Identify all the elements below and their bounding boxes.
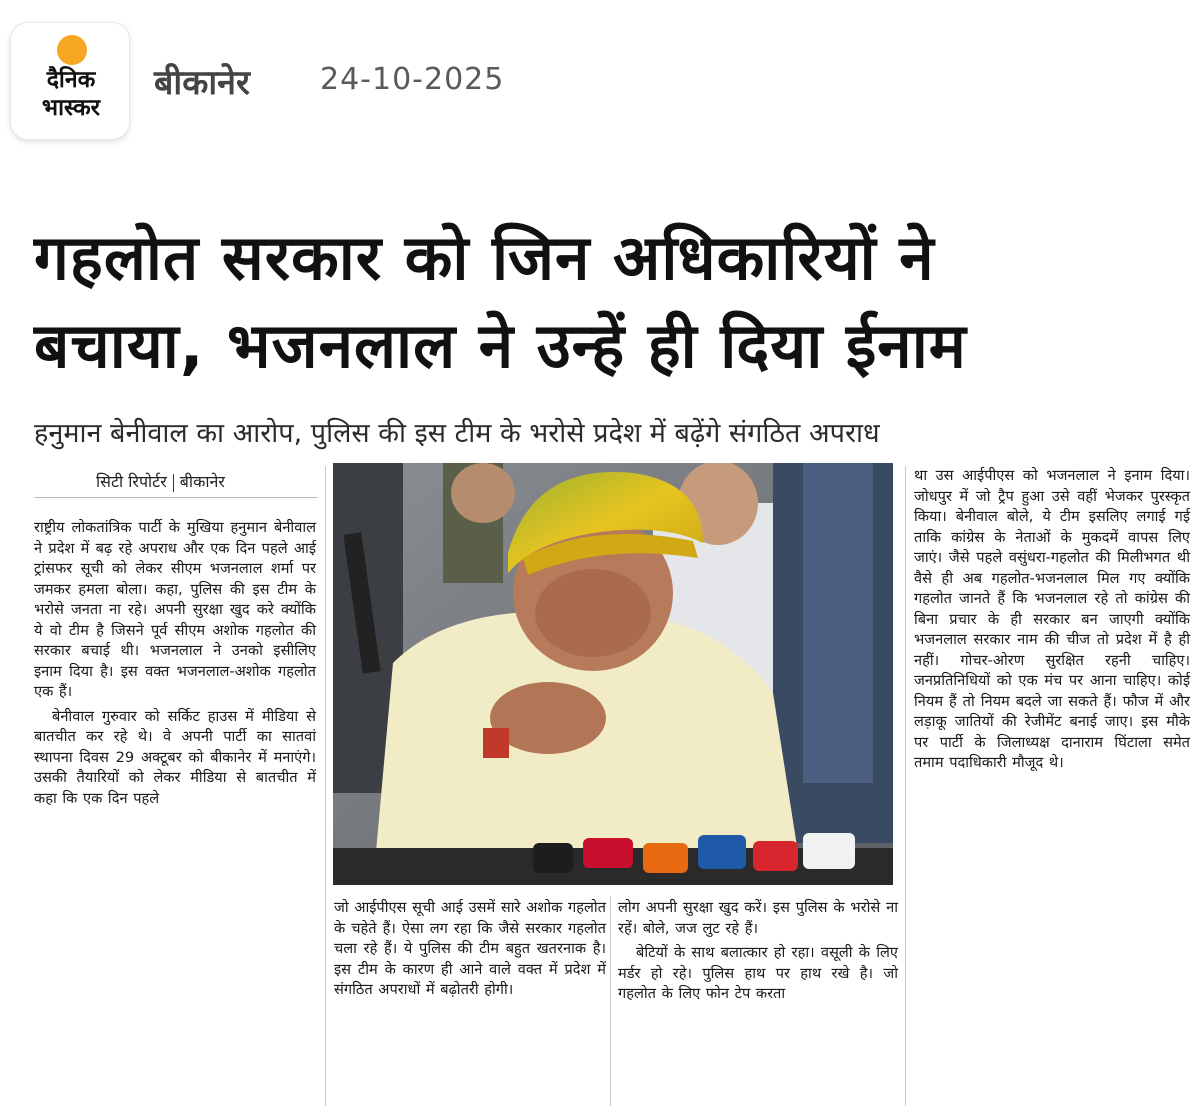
logo-text-line1: दैनिक [46, 67, 96, 93]
masthead-bar [0, 0, 1200, 160]
press-conference-photo [333, 463, 893, 885]
paragraph: था उस आईपीएस को भजनलाल ने इनाम दिया। जोधपुर में जो ट्रैप हुआ उसे वहीं भेजकर पुरस्कृत किया। बेनीवाल बोले, ये टीम इसलिए लगाई गई ताकि कांग्रेस के नेताओं के मुकदमें वापस लिए जाएं। जैसे पहले वसुंधरा-गहलोत की मिलीभगत थी वैसे ही अब गहलोत-भजनलाल मिल गए क्योंकि गहलोत जानते हैं कि भजनलाल रहे तो कांग्रेस की बिना प्रचार के ही सरकार बन जाएगी क्योंकि भजनलाल सरकार नाम की चीज तो प्रदेश में है ही नहीं। गोचर-ओरण सुरक्षित रहनी चाहिए। जनप्रतिनिधियों को एक मंच पर आना चाहिए। कोई नियम हैं तो नियम बदले जा सकते हैं। फौज में और लड़ाकू जातियों की रेजीमेंट बनाई जाए। इस मौके पर पार्टी के जिलाध्यक्ष दानाराम घिंटाला समेत तमाम पदाधिकारी मौजूद थे। [914, 467, 1190, 771]
article-column-4 [914, 466, 1190, 778]
column-rule [610, 896, 611, 1106]
column-rule [325, 466, 326, 1106]
paragraph: राष्ट्रीय लोकतांत्रिक पार्टी के मुखिया हनुमान बेनीवाल ने प्रदेश में बढ़ रहे अपराध और एक दिन पहले आई ट्रांसफर सूची को लेकर सीएम भजनलाल शर्मा पर जमकर हमला बोला। कहा, पुलिस की इस टीम के भरोसे जनता ना रहे। अपनी सुरक्षा खुद करे क्योंकि ये वो टीम है जिसने पूर्व सीएम अशोक गहलोत की सरकार बचाई थी। भजनलाल ने उनको इसीलिए इनाम दिया है। इस वक्त भजनलाल-अशोक गहलोत एक हैं। [34, 519, 316, 700]
edition-city: बीकानेर [154, 63, 250, 103]
headline-line-2: बचाया, भजनलाल ने उन्हें ही दिया ईनाम [34, 309, 967, 382]
newspaper-logo [10, 22, 130, 140]
paragraph: लोग अपनी सुरक्षा खुद करें। इस पुलिस के भरोसे ना रहें। बोले, जज लुट रहे हैं। [618, 899, 898, 937]
byline-divider [173, 474, 174, 492]
byline-author: सिटी रिपोर्टर [96, 472, 167, 491]
byline-place: बीकानेर [179, 472, 225, 491]
byline-rule [34, 497, 318, 498]
edition-date: 24-10-2025 [320, 62, 505, 97]
article-column-3 [618, 898, 898, 1009]
paragraph: बेनीवाल गुरुवार को सर्किट हाउस में मीडिया से बातचीत कर रहे थे। वे अपनी पार्टी का सातवां स्थापना दिवस 29 अक्टूबर को बीकानेर में मनाएंगे। उसकी तैयारियों को लेकर मीडिया से बातचीत में कहा कि एक दिन पहले [34, 707, 316, 807]
byline [96, 470, 225, 492]
headline-line-1: गहलोत सरकार को जिन अधिकारियों ने [34, 221, 935, 294]
column-rule [905, 466, 906, 1106]
article-column-2 [334, 898, 606, 1005]
paragraph: जो आईपीएस सूची आई उसमें सारे अशोक गहलोत के चहेते हैं। ऐसा लग रहा कि जैसे सरकार गहलोत चला रहे हैं। ये पुलिस की टीम बहुत खतरनाक है। इस टीम के कारण ही आने वाले वक्त में प्रदेश में संगठित अपराधों में बढ़ोतरी होगी। [334, 899, 606, 998]
sun-icon [57, 35, 87, 65]
paragraph: बेटियों के साथ बलात्कार हो रहा। वसूली के लिए मर्डर हो रहे। पुलिस हाथ पर हाथ रखे है। जो गहलोत के लिए फोन टेप करता [618, 944, 898, 1002]
article-column-1 [34, 518, 316, 813]
headline [34, 214, 1174, 390]
logo-text-line2: भास्कर [41, 95, 101, 121]
subheadline: हनुमान बेनीवाल का आरोप, पुलिस की इस टीम के भरोसे प्रदेश में बढ़ेंगे संगठित अपराध [34, 418, 880, 449]
